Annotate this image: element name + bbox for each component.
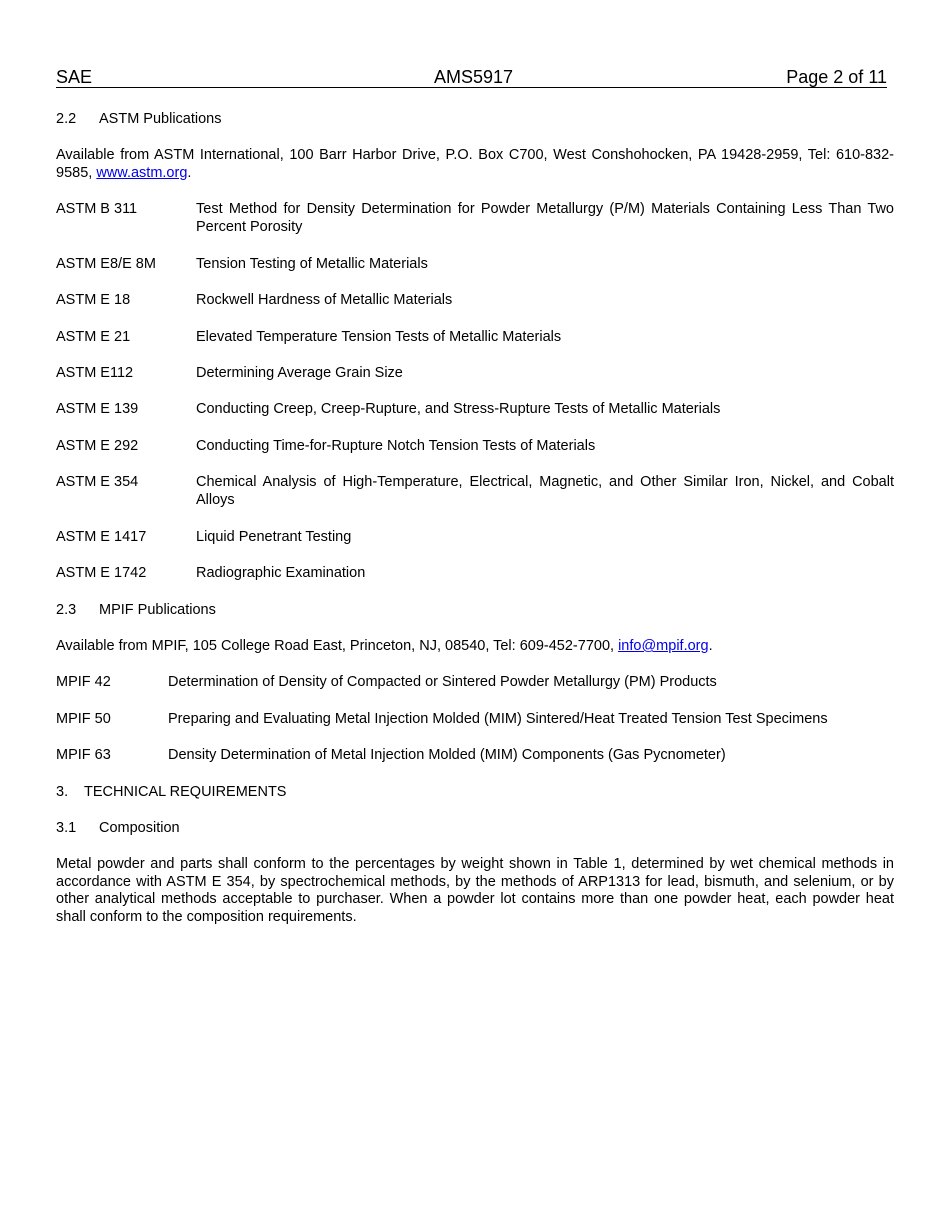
section-title: MPIF Publications [99,602,216,618]
reference-code: ASTM E 139 [56,401,139,417]
reference-code: ASTM E 18 [56,292,131,308]
reference-title: Preparing and Evaluating Metal Injection Molded (MIM) Sintered/Heat Treated Tension Test Specimens [168,711,828,727]
reference-title: Conducting Time-for-Rupture Notch Tension Tests of Materials [196,438,596,454]
reference-title: Tension Testing of Metallic Materials [196,256,428,272]
astm-availability-text: Available from ASTM International, 100 Barr Harbor Drive, P.O. Box C700, West Conshohocken, PA 19428-2959, Tel: 610-832-9585, [56,147,894,181]
section-title: ASTM Publications [99,111,222,127]
header-page-number: Page 2 of 11 [786,67,887,87]
section-number: 2.3 [56,602,77,618]
reference-title: Radiographic Examination [196,565,366,581]
reference-title: Liquid Penetrant Testing [196,529,352,545]
reference-code: MPIF 50 [56,711,111,727]
section-2-3-heading [56,602,894,620]
reference-title: Density Determination of Metal Injection Molded (MIM) Components (Gas Pycnometer) [168,747,726,763]
reference-code: ASTM E8/E 8M [56,256,156,272]
mpif-availability-end: . [708,638,713,654]
reference-code: MPIF 42 [56,674,111,690]
composition-paragraph: Metal powder and parts shall conform to the percentages by weight shown in Table 1, determined by wet chemical methods in accordance with ASTM E 354, by spectrochemical methods, by the methods of ARP1313 for lead, bismuth, and selenium, or by other analytical methods acceptable to purchaser. When a powder lot contains more than one powder heat, each powder heat shall conform to the composition requirements. [56,856,894,925]
header-org: SAE [56,67,93,87]
reference-code: ASTM E 292 [56,438,139,454]
page-header [56,68,887,88]
astm-website-link[interactable]: www.astm.org [96,164,188,181]
section-number: 3. [56,784,69,800]
section-title: Composition [99,820,180,836]
reference-code: ASTM E 354 [56,474,139,490]
mpif-availability-text: Available from MPIF, 105 College Road East, Princeton, NJ, 08540, Tel: 609-452-7700, [56,638,619,654]
section-3-heading [56,784,894,802]
reference-title: Conducting Creep, Creep-Rupture, and Stress-Rupture Tests of Metallic Materials [196,401,721,417]
reference-title: Determination of Density of Compacted or Sintered Powder Metallurgy (PM) Products [168,674,717,690]
section-title: TECHNICAL REQUIREMENTS [84,784,287,800]
reference-title: Chemical Analysis of High-Temperature, Electrical, Magnetic, and Other Similar Iron, Nickel, and Cobalt Alloys [196,474,894,508]
reference-title: Test Method for Density Determination for Powder Metallurgy (P/M) Materials Containing Less Than Two Percent Porosity [196,201,894,235]
astm-availability-paragraph [56,147,894,182]
reference-code: ASTM E 21 [56,329,131,345]
reference-code: ASTM E112 [56,365,134,381]
reference-code: ASTM B 311 [56,201,138,217]
section-3-1-heading [56,820,894,838]
section-2-2-heading [56,111,894,129]
reference-code: ASTM E 1742 [56,565,147,581]
reference-code: ASTM E 1417 [56,529,147,545]
section-number: 2.2 [56,111,77,127]
mpif-email-link[interactable]: info@mpif.org [618,638,709,654]
reference-title: Rockwell Hardness of Metallic Materials [196,292,453,308]
reference-title: Determining Average Grain Size [196,365,403,381]
section-number: 3.1 [56,820,77,836]
reference-title: Elevated Temperature Tension Tests of Metallic Materials [196,329,562,345]
mpif-availability-paragraph [56,638,894,656]
header-doc-number: AMS5917 [434,67,514,87]
reference-code: MPIF 63 [56,747,111,763]
astm-availability-end: . [187,164,192,181]
